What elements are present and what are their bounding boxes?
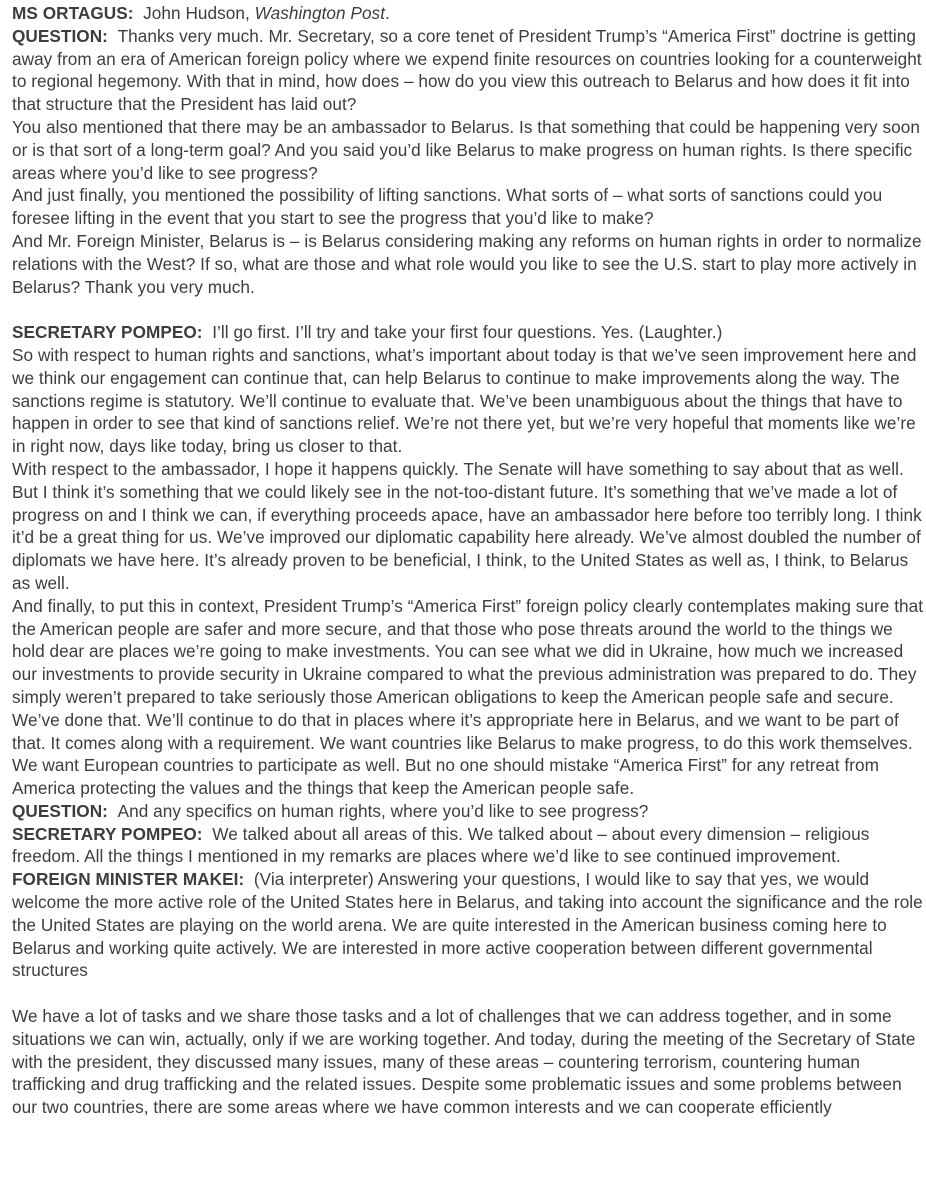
paragraph-pompeo-4: And finally, to put this in context, President Trump’s “America First” foreign policy clearly contemplates making sure that the American people are safer and more secure, and that those who pose threats around the world to the things we hold dear are places we’re going to make investments. You can see what we did in Ukraine, how much we increased our investments to provide security in Ukraine compared to what the previous administration was prepared to do. They simply weren’t prepared to take seriously those American obligations to keep the American people safe and secure. We’ve done that. We’ll continue to do that in places where it’s appropriate here in Belarus, and we want to be part of that. It comes along with a requirement. We want countries like Belarus to make progress, to do this work themselves. We want European countries to participate as well. But no one should mistake “America First” for any retreat from America protecting the values and the things that keep the American people safe. [12, 595, 924, 799]
paragraph-question-3: And just finally, you mentioned the possibility of lifting sanctions. What sorts of – what sorts of sanctions could you foresee lifting in the event that you start to see the progress that you’d like to make? [12, 185, 883, 229]
paragraph-text: We talked about all areas of this. We talked about – about every dimension – religious freedom. All the things I mentioned in my remarks are places where we’d like to see continued improvement. [12, 823, 870, 867]
paragraph-pompeo-1 [12, 321, 926, 344]
paragraph-gap [12, 298, 926, 321]
paragraph-ortagus [12, 2, 926, 25]
speaker-label: QUESTION: [12, 25, 108, 46]
paragraph-makei-2: We have a lot of tasks and we share those tasks and a lot of challenges that we can address together, and in some situations we can win, actually, only if we are working together. And today, during the meeting of the Secretary of State with the president, they discussed many issues, many of these areas – countering terrorism, countering human trafficking and drug trafficking and the related issues. Despite some problematic issues and some problems between our two countries, there are some areas where we have common interests and we can cooperate efficiently [12, 1006, 916, 1118]
speaker-label: SECRETARY POMPEO: [12, 823, 203, 844]
publication-name: Washington Post [254, 3, 386, 23]
paragraph-pompeo-3: With respect to the ambassador, I hope it happens quickly. The Senate will have something to say about that as well. But I think it’s something that we could likely see in the not-too-distant future. It’s something that we’ve made a lot of progress on and I think we can, if everything proceeds apace, have an ambassador here before too terribly long. I think it’d be a great thing for us. We’ve improved our diplomatic capability here already. We’ve almost doubled the number of diplomats we have here. It’s already proven to be beneficial, I think, to the United States as well as, I think, to Belarus as well. [12, 458, 922, 593]
speaker-label: SECRETARY POMPEO: [12, 322, 203, 343]
paragraph-text: And any specifics on human rights, where you’d like to see progress? [117, 800, 649, 821]
paragraph-text: (Via interpreter) Answering your questions, I would like to say that yes, we would welcome the more active role of the United States here in Belarus, and taking into account the significance and the role the United States are playing on the world arena. We are quite interested in the American business coming here to Belarus and working quite actively. We are interested in more active cooperation between different governmental structures [12, 869, 923, 981]
speaker-label: FOREIGN MINISTER MAKEI: [12, 869, 245, 890]
paragraph-pompeo-2: So with respect to human rights and sanctions, what’s important about today is that we’ve seen improvement here and we think our engagement can continue that, can help Belarus to continue to make improvements along the way. The sanctions regime is statutory. We’ll continue to evaluate that. We’ve been unambiguous about the things that have to happen in order to see that kind of sanctions relief. We’re not there yet, but we’re very hopeful that moments like we’re in right now, days like today, bring us closer to that. [12, 344, 917, 457]
speaker-label: QUESTION: [12, 800, 108, 821]
paragraph-text: Thanks very much. Mr. Secretary, so a core tenet of President Trump’s “America First” doctrine is getting away from an era of American foreign policy where we expend finite resources on countries looking for a counterweight to regional hegemony. With that in mind, how does – how do you view this outreach to Belarus and how does it fit into that structure that the President has laid out? [12, 25, 922, 115]
paragraph-question-2: You also mentioned that there may be an ambassador to Belarus. Is that something that could be happening very soon or is that sort of a long-term goal? And you said you’d like Belarus to make progress on human rights. Is there specific areas where you’d like to see progress? [12, 116, 920, 183]
paragraph-text: John Hudson, [143, 3, 255, 23]
paragraph-question-1 [12, 25, 926, 116]
speaker-label: MS ORTAGUS: [12, 3, 134, 23]
paragraph-makei-1 [12, 868, 926, 982]
paragraph-gap [12, 982, 926, 1005]
paragraph-question-5 [12, 800, 926, 823]
paragraph-pompeo-5 [12, 823, 926, 869]
paragraph-text-end: . [385, 3, 390, 23]
paragraph-text: I’ll go first. I’ll try and take your first four questions. Yes. (Laughter.) [212, 322, 723, 343]
paragraph-question-4: And Mr. Foreign Minister, Belarus is – is Belarus considering making any reforms on human rights in order to normalize relations with the West? If so, what are those and what role would you like to see the U.S. start to play more actively in Belarus? Thank you very much. [12, 230, 922, 297]
